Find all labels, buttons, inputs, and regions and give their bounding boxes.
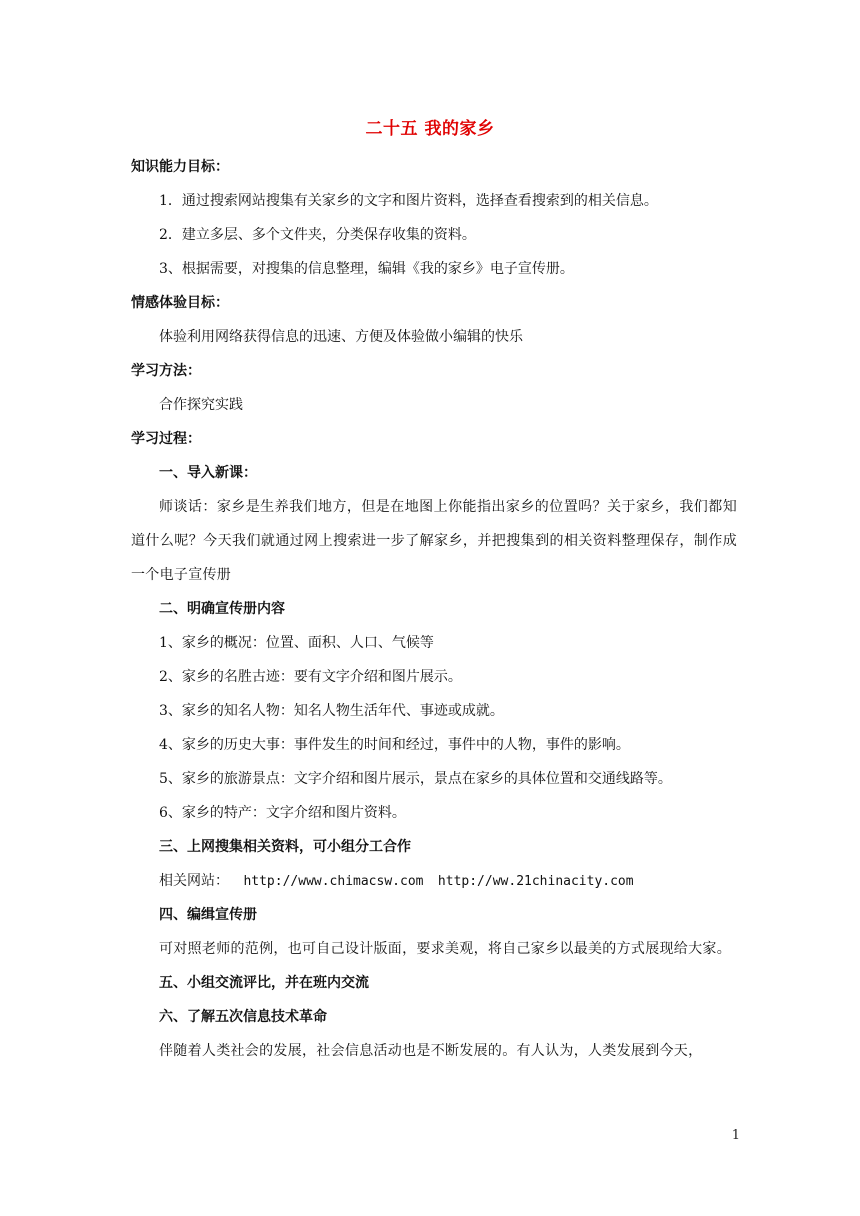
emotion-goal-heading: 情感体验目标：: [131, 295, 229, 311]
step3-heading: 三、上网搜集相关资料，可小组分工合作: [159, 839, 411, 855]
step2-heading: 二、明确宣传册内容: [159, 601, 285, 617]
step2-item: 3、家乡的知名人物：知名人物生活年代、事迹或成就。: [159, 703, 504, 719]
step1-heading: 一、导入新课：: [159, 465, 257, 481]
document-title: 二十五 我的家乡: [365, 119, 495, 139]
related-sites-line: [131, 864, 737, 898]
step4-text: 可对照老师的范例，也可自己设计版面，要求美观，将自己家乡以最美的方式展现给大家。: [159, 941, 731, 957]
method-heading: 学习方法：: [131, 363, 201, 379]
site-link: http://ww.21chinacity.com: [437, 874, 634, 889]
document-body: [131, 150, 737, 1068]
step2-item: 1、家乡的概况：位置、面积、人口、气候等: [159, 635, 434, 651]
page-number: 1: [731, 1128, 740, 1143]
step2-item: 4、家乡的历史大事：事件发生的时间和经过，事件中的人物，事件的影响。: [159, 737, 630, 753]
step2-item: 2、家乡的名胜古迹：要有文字介绍和图片展示。: [159, 669, 462, 685]
site-link: http://www.chimacsw.com: [243, 874, 424, 889]
related-sites-label: 相关网站：: [159, 873, 229, 889]
step6-heading: 六、了解五次信息技术革命: [159, 1009, 327, 1025]
knowledge-goal-item: 3、根据需要，对搜集的信息整理，编辑《我的家乡》电子宣传册。: [159, 261, 574, 277]
knowledge-goal-heading: 知识能力目标：: [131, 159, 229, 175]
knowledge-goal-item: 2．建立多层、多个文件夹，分类保存收集的资料。: [159, 227, 476, 243]
step2-item: 5、家乡的旅游景点：文字介绍和图片展示，景点在家乡的具体位置和交通线路等。: [159, 771, 672, 787]
step6-text: 伴随着人类社会的发展，社会信息活动也是不断发展的。有人认为，人类发展到今天，: [159, 1043, 703, 1059]
step1-text: 师谈话：家乡是生养我们地方，但是在地图上你能指出家乡的位置吗？关于家乡，我们都知道什么呢？今天我们就通过网上搜索进一步了解家乡，并把搜集到的相关资料整理保存，制作成一个电子宣传册: [131, 499, 737, 583]
method-text: 合作探究实践: [159, 397, 243, 413]
knowledge-goal-item: 1．通过搜索网站搜集有关家乡的文字和图片资料，选择查看搜索到的相关信息。: [159, 193, 658, 209]
step5-heading: 五、小组交流评比，并在班内交流: [159, 975, 369, 991]
process-heading: 学习过程：: [131, 431, 201, 447]
step2-item: 6、家乡的特产：文字介绍和图片资料。: [159, 805, 406, 821]
step4-heading: 四、编缉宣传册: [159, 907, 257, 923]
emotion-goal-text: 体验利用网络获得信息的迅速、方便及体验做小编辑的快乐: [159, 329, 523, 345]
